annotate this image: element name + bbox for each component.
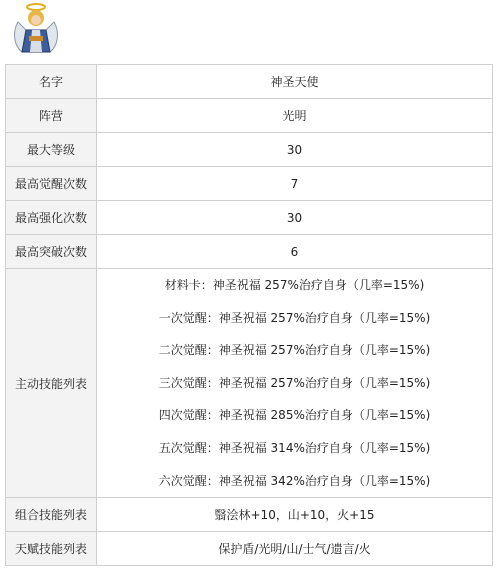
row-value: 30 — [97, 133, 493, 167]
skill-item: 五次觉醒：神圣祝福 314%治疗自身（几率=15%) — [158, 440, 431, 455]
talent-skills-value: 保护盾/光明/山/士气/遗言/火 — [97, 532, 493, 566]
row-label: 天赋技能列表 — [6, 532, 97, 566]
row-value: 6 — [97, 235, 493, 269]
row-label: 主动技能列表 — [6, 269, 97, 498]
table-row — [6, 133, 493, 167]
table-row — [6, 235, 493, 269]
row-label: 最高强化次数 — [6, 201, 97, 235]
row-label: 组合技能列表 — [6, 498, 97, 532]
row-label: 最高突破次数 — [6, 235, 97, 269]
table-row — [6, 99, 493, 133]
row-value: 光明 — [97, 99, 493, 133]
angel-hero-icon — [12, 2, 60, 54]
table-row — [6, 498, 493, 532]
combo-skills-value: 翳浍林+10，山+10，火+15 — [97, 498, 493, 532]
row-label: 阵营 — [6, 99, 97, 133]
row-label: 最大等级 — [6, 133, 97, 167]
skill-item: 四次觉醒：神圣祝福 285%治疗自身（几率=15%) — [158, 408, 431, 423]
row-value: 30 — [97, 201, 493, 235]
active-skills-list — [97, 269, 493, 498]
skill-item: 六次觉醒：神圣祝福 342%治疗自身（几率=15%) — [158, 473, 431, 488]
table-row — [6, 167, 493, 201]
active-skills-row — [6, 269, 493, 498]
skill-item: 一次觉醒：神圣祝福 257%治疗自身（几率=15%) — [158, 310, 431, 325]
skill-item: 材料卡：神圣祝福 257%治疗自身（几率=15%) — [164, 278, 425, 292]
row-label: 名字 — [6, 65, 97, 99]
row-value: 神圣天使 — [97, 65, 493, 99]
table-row — [6, 532, 493, 566]
skill-item: 二次觉醒：神圣祝福 257%治疗自身（几率=15%) — [158, 343, 431, 358]
hero-info-table — [5, 64, 493, 566]
row-label: 最高觉醒次数 — [6, 167, 97, 201]
skill-item: 三次觉醒：神圣祝福 257%治疗自身（几率=15%) — [158, 375, 431, 390]
table-row — [6, 201, 493, 235]
row-value: 7 — [97, 167, 493, 201]
table-row — [6, 65, 493, 99]
